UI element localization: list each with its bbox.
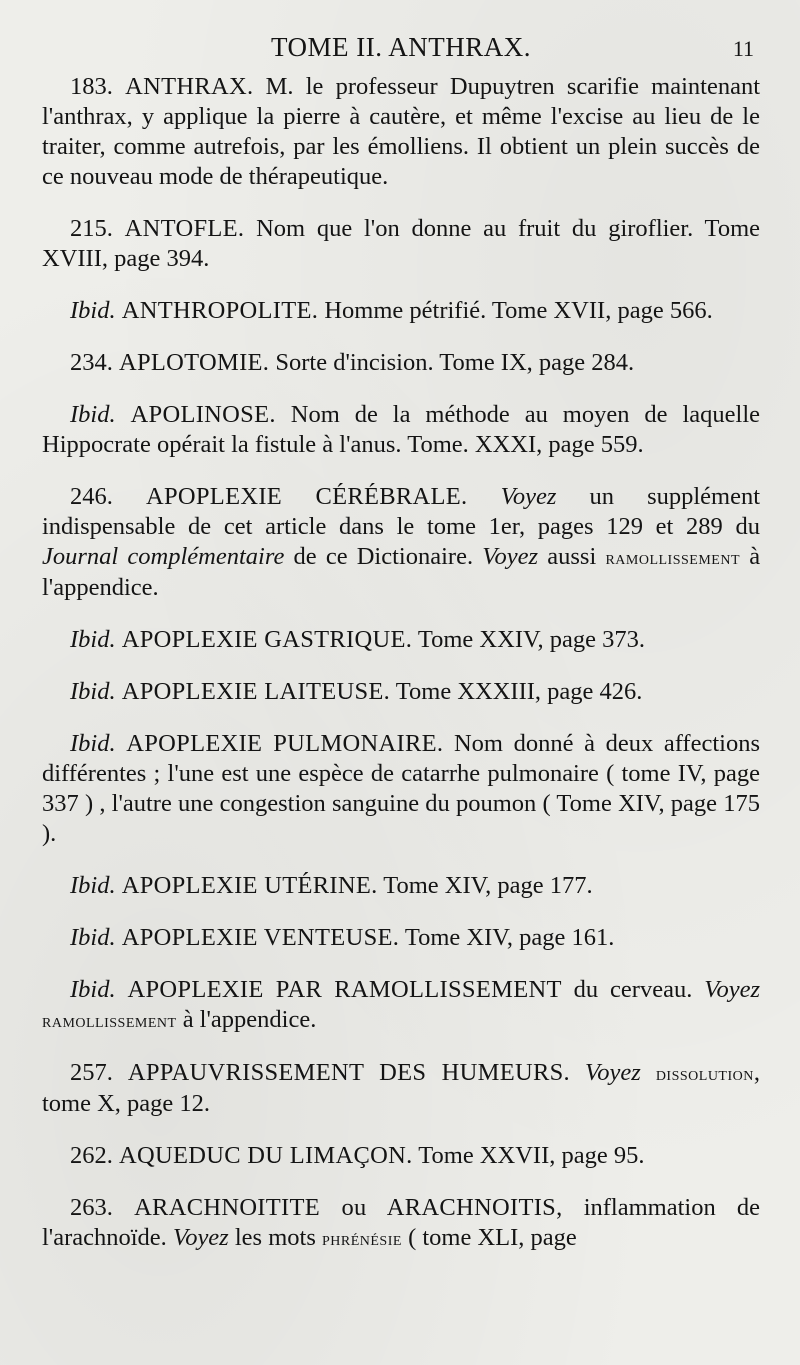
entry-ref: Ibid.	[70, 730, 116, 757]
entry-text: à l'appendice.	[42, 543, 761, 601]
entry-apoplexie-ramollissement	[42, 975, 760, 1036]
cross-reference: ramollissement	[42, 1010, 177, 1032]
entry-apoplexie-laiteuse	[42, 677, 760, 707]
cross-reference: dissolution	[655, 1063, 754, 1085]
entry-ref: 263.	[70, 1194, 113, 1221]
entry-text: Sorte d'incision. Tome IX, page 284.	[275, 349, 635, 376]
entry-anthropolite	[42, 296, 760, 326]
entry-ref: Ibid.	[70, 626, 116, 653]
entry-text: aussi	[547, 543, 597, 570]
entry-text: les mots	[234, 1224, 316, 1251]
entry-head: APOPLEXIE PAR RAMOLLISSEMENT	[127, 976, 562, 1003]
entry-ref: Ibid.	[70, 401, 116, 428]
entry-ref: 234.	[70, 349, 113, 376]
entry-text: Tome XIV, page 177.	[383, 872, 593, 899]
entry-head: APOPLEXIE PULMONAIRE.	[126, 730, 444, 757]
cross-reference: ramollissement	[605, 547, 740, 569]
entry-appauvrissement	[42, 1058, 760, 1119]
entry-head: APOPLEXIE LAITEUSE.	[121, 678, 391, 705]
entry-apoplexie-uterine	[42, 871, 760, 901]
entry-ref: Ibid.	[70, 297, 116, 324]
entry-text: inflammation de l'arachnoïde.	[42, 1194, 761, 1251]
see-reference: Voyez	[704, 976, 761, 1003]
entry-text: , tome X, page 12.	[42, 1059, 760, 1117]
entry-ref: Ibid.	[70, 976, 116, 1003]
entry-apoplexie-cerebrale	[42, 482, 760, 603]
entry-text: Nom donné à deux affections différentes ; l'une est une espèce de catarrhe pulmonaire ( tome IV, page 337 ) , l'autre une congestion sanguine du poumon ( Tome XIV, page 175 ).	[42, 730, 760, 847]
entry-ref: Ibid.	[70, 678, 116, 705]
entry-ref: Ibid.	[70, 872, 116, 899]
cross-reference: phrénésie	[321, 1228, 402, 1250]
entry-head: APOPLEXIE CÉRÉBRALE.	[145, 483, 468, 510]
entry-head: ARACHNOITITE ou ARACHNOITIS,	[134, 1194, 563, 1221]
running-header	[42, 28, 760, 68]
entry-text: Nom de la méthode au moyen de laquelle Hippocrate opérait la fistule à l'anus. Tome. XXXI, page 559.	[42, 401, 761, 458]
entry-ref: 257.	[70, 1059, 113, 1086]
entry-ref: 246.	[70, 483, 113, 510]
entry-ref: 215.	[70, 215, 113, 242]
running-title: TOME II. ANTHRAX.	[271, 32, 531, 62]
entry-apoplexie-venteuse	[42, 923, 760, 953]
entry-text: Homme pétrifié. Tome XVII, page 566.	[324, 297, 713, 324]
entry-anthrax	[42, 72, 760, 192]
entry-text: Nom que l'on donne au fruit du giroflier. Tome XVIII, page 394.	[42, 215, 760, 272]
see-reference: Voyez	[500, 483, 557, 510]
entry-head: APOPLEXIE GASTRIQUE.	[121, 626, 413, 653]
entry-head: ANTHRAX.	[125, 73, 254, 100]
entry-text: Tome XXXIII, page 426.	[395, 678, 643, 705]
entry-text: M. le professeur Dupuytren scarifie maintenant l'anthrax, y applique la pierre à cautère, et même l'excise au lieu de le traiter, comme autrefois, par les émolliens. Il obtient un plein succès de ce nouveau mode de thérapeutique.	[42, 73, 761, 190]
see-reference: Voyez	[482, 543, 539, 570]
entry-head: APLOTOMIE.	[119, 349, 270, 376]
see-reference: Voyez	[585, 1059, 641, 1086]
entry-head: APOPLEXIE UTÉRINE.	[121, 872, 378, 899]
entry-head: APPAUVRISSEMENT DES HUMEURS.	[127, 1059, 570, 1086]
page-number: 11	[732, 36, 754, 61]
entry-apoplexie-gastrique	[42, 625, 760, 655]
entry-aplotomie	[42, 348, 760, 378]
entry-head: ANTOFLE.	[124, 215, 245, 242]
entry-text: du cerveau.	[573, 976, 693, 1003]
entry-antofle	[42, 214, 760, 274]
entry-head: ANTHROPOLITE.	[121, 297, 319, 324]
entry-ref: 183.	[70, 73, 113, 100]
entry-apoplexie-pulmonaire	[42, 729, 760, 849]
entry-head: APOPLEXIE VENTEUSE.	[121, 924, 400, 951]
entry-text: Tome XXVII, page 95.	[418, 1142, 645, 1169]
entry-text: de ce Dictionaire.	[293, 543, 474, 570]
entry-ref: 262.	[70, 1142, 113, 1169]
entry-apolinose	[42, 400, 760, 460]
see-reference: Voyez	[172, 1224, 229, 1251]
entry-text: Tome XIV, page 161.	[404, 924, 615, 951]
entry-text: ( tome XLI, page	[408, 1224, 577, 1251]
journal-title: Journal complémentaire	[42, 543, 285, 570]
entry-text: à l'appendice.	[182, 1006, 317, 1033]
entry-text: Tome XXIV, page 373.	[417, 626, 646, 653]
entry-ref: Ibid.	[70, 924, 116, 951]
entry-arachnoitite	[42, 1193, 760, 1254]
entry-aqueduc-limacon	[42, 1141, 760, 1171]
entry-head: AQUEDUC DU LIMAÇON.	[119, 1142, 413, 1169]
entry-head: APOLINOSE.	[130, 401, 276, 428]
entry-text: un supplément indispensable de cet article dans le tome 1er, pages 129 et 289 du	[42, 483, 761, 540]
